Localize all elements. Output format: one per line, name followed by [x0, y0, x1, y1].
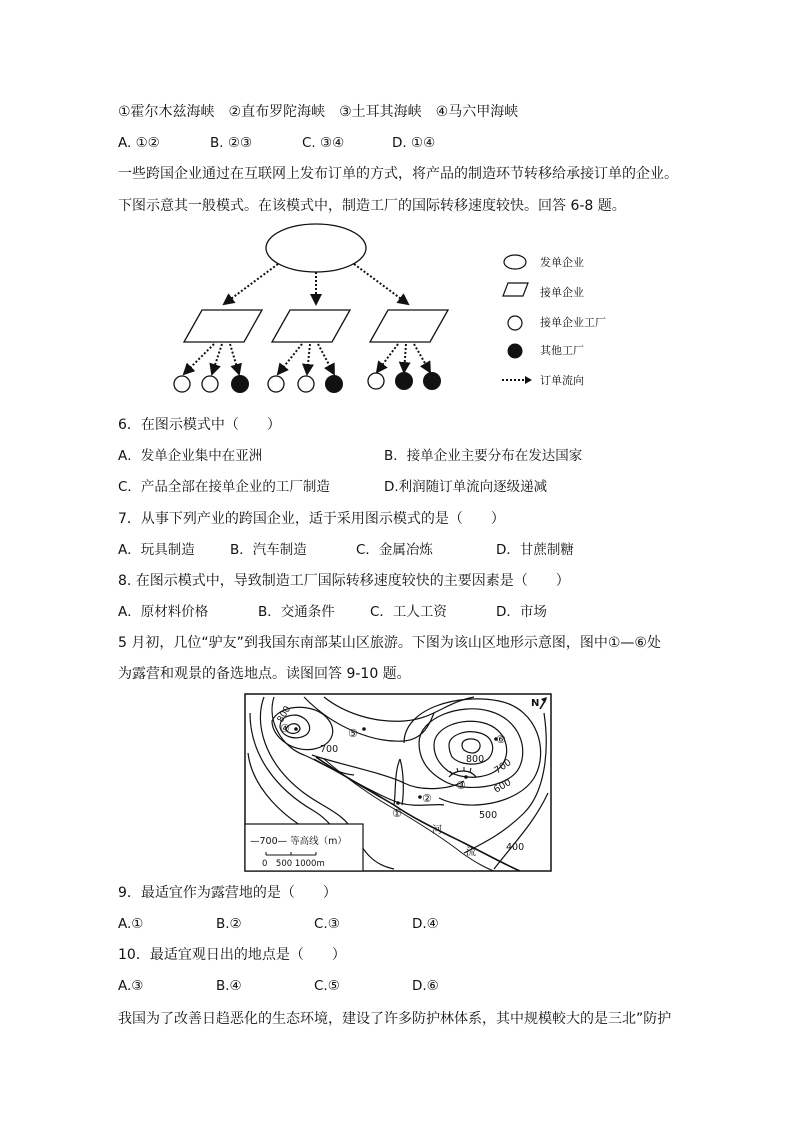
intro2-line2: 为露营和观景的备选地点。读图回答 9-10 题。: [118, 666, 411, 682]
q7-option-c: C．金属冶炼: [356, 542, 433, 558]
q10-option-c: C.⑤: [314, 978, 340, 994]
contour-label: 700: [320, 744, 339, 755]
contractor-factory: [298, 376, 314, 392]
q6-option-d: D.利润随订单流向逐级递减: [384, 479, 548, 495]
intro2-line1: 5 月初，几位“驴友”到我国东南部某山区旅游。下图为该山区地形示意图，图中①—⑥处: [118, 635, 661, 651]
contour-label: 800: [275, 704, 294, 725]
contour-label: 800: [466, 754, 485, 765]
legend-other-factory: 其他工厂: [540, 344, 584, 357]
q9-option-a: A.①: [118, 916, 144, 932]
q8-option-b: B．交通条件: [258, 604, 335, 620]
diagram-legend-symbols: [500, 250, 534, 390]
q8-option-c: C．工人工资: [370, 604, 447, 620]
q8-stem: 8. 在图示模式中，导致制造工厂国际转移速度较快的主要因素是（ ）: [118, 573, 570, 589]
contour-label: 500: [479, 810, 498, 821]
other-factory: [395, 372, 413, 390]
point-1: ①: [392, 807, 402, 820]
point-6: ⑥: [496, 733, 506, 746]
q6-option-a: A．发单企业集中在亚洲: [118, 448, 263, 464]
q7-option-b: B．汽车制造: [230, 542, 307, 558]
legend-issuing-enterprise: 发单企业: [540, 256, 584, 269]
q6-option-c: C．产品全部在接单企业的工厂制造: [118, 479, 330, 495]
point-3: ③: [456, 779, 466, 792]
last-line: 我国为了改善日趋恶化的生态环境，建设了许多防护林体系，其中规模較大的是三北”防护: [118, 1011, 672, 1027]
q5-straits: ①霍尔木兹海峡 ②直布罗陀海峡 ③土耳其海峡 ④马六甲海峡: [118, 104, 519, 120]
contractor-factory: [202, 376, 218, 392]
contractor-factory: [174, 376, 190, 392]
other-factory: [231, 375, 249, 393]
contour-map: [244, 693, 554, 873]
intro1-line1: 一些跨国企业通过在互联网上发布订单的方式，将产品的制造环节转移给承接订单的企业。: [118, 166, 678, 182]
q6-stem: 6．在图示模式中（ ）: [118, 417, 281, 433]
contour-label: 400: [506, 842, 525, 853]
other-factory: [325, 375, 343, 393]
contour-legend: —700— 等高线（m）: [250, 836, 347, 847]
legend-filled-circle-icon: [508, 344, 523, 359]
q8-option-a: A．原材料价格: [118, 604, 209, 620]
point-5: ⑤: [348, 727, 358, 740]
q9-option-b: B.②: [216, 916, 242, 932]
q10-option-d: D.⑥: [412, 978, 439, 994]
q7-stem: 7．从事下列产业的跨国企业，适于采用图示模式的是（ ）: [118, 511, 505, 527]
q5-option-c: C. ③④: [302, 135, 345, 151]
contour-label: 700: [492, 757, 514, 777]
river-label: 流: [466, 847, 476, 858]
q5-option-b: B. ②③: [210, 135, 253, 151]
legend-order-flow: 订单流向: [540, 374, 584, 387]
q9-option-d: D.④: [412, 916, 439, 932]
q9-stem: 9．最适宜作为露营地的是（ ）: [118, 885, 337, 901]
q5-option-d: D. ①④: [392, 135, 436, 151]
contractor-enterprise-3: [370, 310, 448, 342]
other-factory: [423, 372, 441, 390]
legend-parallelogram-icon: [503, 283, 528, 296]
q9-option-c: C.③: [314, 916, 340, 932]
q6-option-b: B．接单企业主要分布在发达国家: [384, 448, 583, 464]
contractor-factory: [368, 373, 384, 389]
legend-contractor-factory: 接单企业工厂: [540, 316, 606, 329]
order-flow-diagram: [160, 220, 460, 400]
north-label: N: [531, 698, 540, 709]
issuing-enterprise: [266, 224, 366, 272]
q10-option-a: A.③: [118, 978, 144, 994]
q7-option-a: A．玩具制造: [118, 542, 195, 558]
q8-option-d: D．市场: [496, 604, 547, 620]
contractor-enterprise-2: [272, 310, 350, 342]
q10-stem: 10．最适宜观日出的地点是（ ）: [118, 947, 346, 963]
scale-bar: 0 500 1000m: [262, 859, 325, 869]
q5-option-a: A. ①②: [118, 135, 160, 151]
q10-option-b: B.④: [216, 978, 242, 994]
contractor-factory: [268, 376, 284, 392]
q7-option-d: D．甘蔗制糖: [496, 542, 574, 558]
point-2: ②: [422, 792, 432, 805]
legend-ellipse-icon: [504, 255, 526, 269]
point-4: ④: [280, 722, 290, 735]
legend-contractor-enterprise: 接单企业: [540, 286, 584, 299]
contour-label: 600: [492, 777, 514, 796]
intro1-line2: 下图示意其一般模式。在该模式中，制造工厂的国际转移速度较快。回答 6-8 题。: [118, 198, 626, 214]
river-label: 河: [432, 825, 442, 836]
contractor-enterprise-1: [184, 310, 262, 342]
legend-open-circle-icon: [508, 316, 522, 330]
